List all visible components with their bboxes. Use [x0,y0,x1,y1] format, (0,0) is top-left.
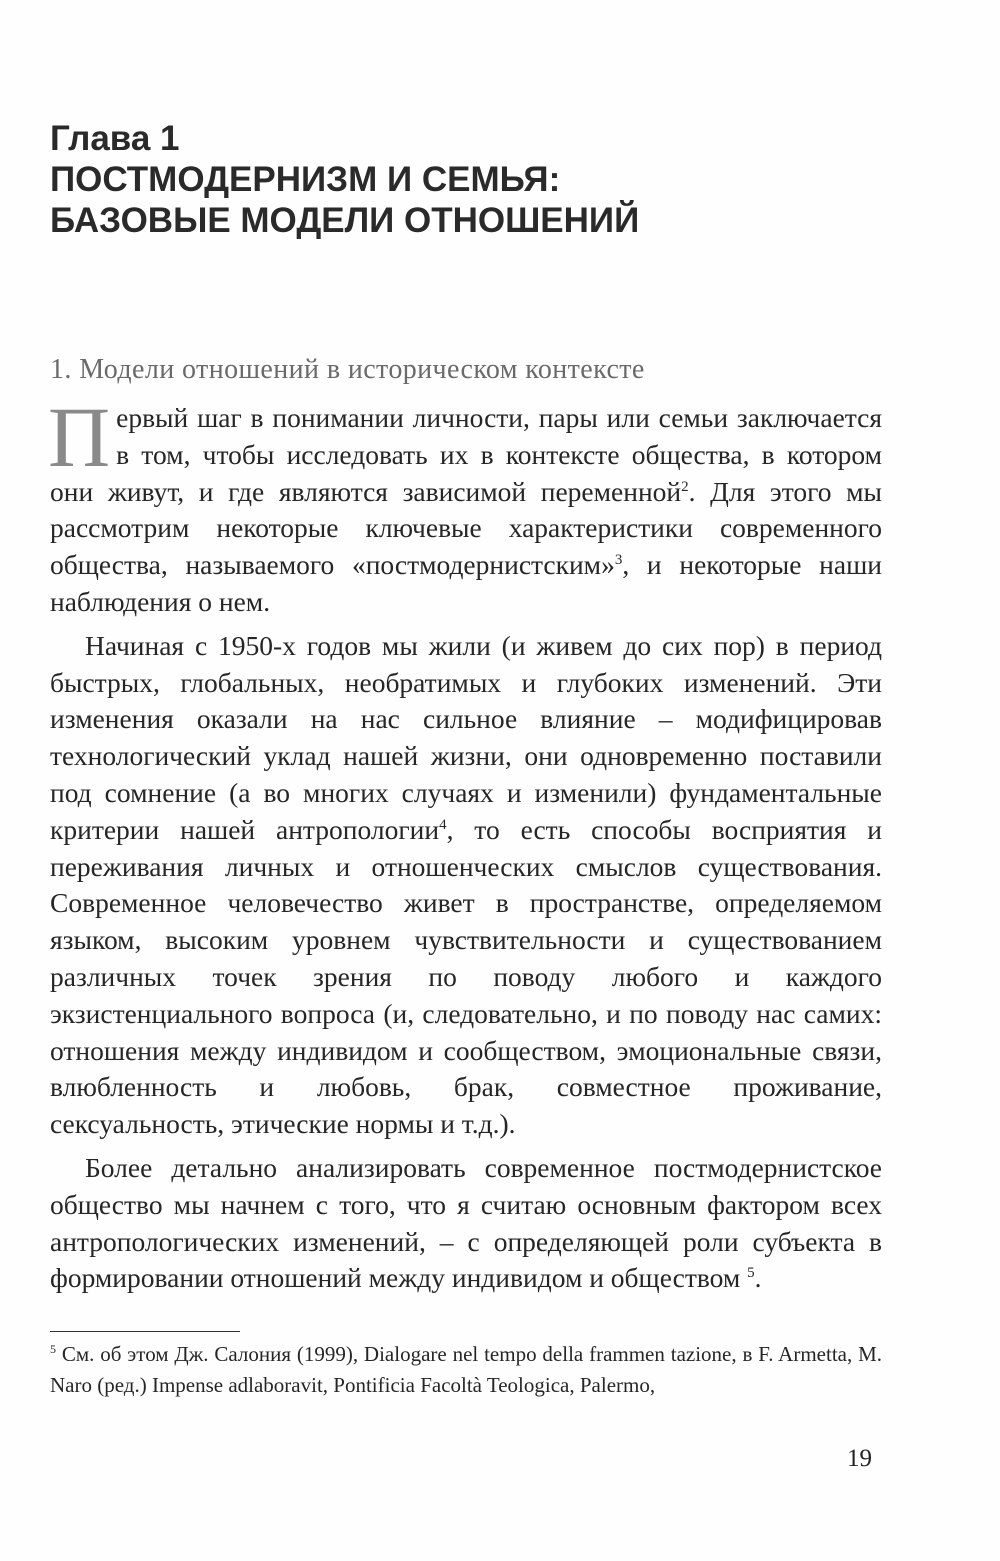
page-number: 19 [847,1445,872,1472]
drop-cap: П [48,389,111,485]
footnote [50,1339,882,1401]
paragraph-1-text-b: . Для этого мы рассмотрим некоторые ключевые характеристики современного общества, называемого «постмодернистским» [50,475,883,581]
footnote-number: 5 [50,1342,56,1356]
paragraph-2-text-a: Начиная с 1950-х годов мы жили (и живем до сих пор) в период быстрых, глобальных, необратимых и глубоких изменений. Эти изменения оказали на нас сильное влияние – модифицировав технологический уклад нашей жизни, они одновременно поставили под сомнение (а во многих случаях и изменили) фундаментальные критерии нашей антропологии [50,629,882,845]
paragraph-1-text-a: ервый шаг в понимании личности, пары или семьи заключается в том, чтобы исследовать их в контексте общества, в котором они живут, и где являются зависимой переменной [50,402,882,507]
paragraph-2 [50,628,882,1143]
paragraph-3 [50,1150,882,1297]
chapter-heading [50,118,930,241]
body-text [48,389,883,1297]
section-heading: 1. Модели отношений в историческом контексте [50,354,645,385]
paragraph-3-text-b: . [754,1262,762,1294]
footnote-text: См. об этом Дж. Салония (1999), Dialogare nel tempo della frammen tazione, в F. Armetta, M. Naro (ред.) Impense adlaboravit, Pontificia Facoltà Teologica, Palermo, [50,1342,882,1397]
chapter-title-line-2: БАЗОВЫЕ МОДЕЛИ ОТНОШЕНИЙ [50,201,640,240]
paragraph-1 [48,389,883,621]
paragraph-1-text-c: , и некоторые наши наблюдения о нем. [50,549,882,617]
chapter-title-line-1: ПОСТМОДЕРНИЗМ И СЕМЬЯ: [50,160,561,199]
footnote-ref-5: 5 [747,1265,755,1282]
paragraph-2-text-b: , то есть способы восприятия и переживания личных и отношенческих смыслов существования. Современное человечество живет в пространстве, определяемом языком, высоким уровнем чувствительности и существованием различных точек зрения по поводу любого и каждого экзистенциального вопроса (и, следовательно, и по поводу нас самих: отношения между индивидом и сообществом, эмоциональные связи, влюбленность и любовь, брак, совместное проживание, сексуальность, этические нормы и т.д.). [50,813,882,1140]
footnote-ref-3: 3 [614,552,623,569]
paragraph-3-text-a: Более детально анализировать современное постмодернистское общество мы начнем с того, что я считаю основным фактором всех антропологических изменений, – с определяющей роли субъекта в формировании отношений между индивидом и обществом [50,1151,882,1294]
chapter-label: Глава 1 [50,119,180,158]
footnote-ref-2: 2 [681,478,689,495]
footnote-ref-4: 4 [439,816,447,833]
footnote-separator [50,1331,240,1332]
